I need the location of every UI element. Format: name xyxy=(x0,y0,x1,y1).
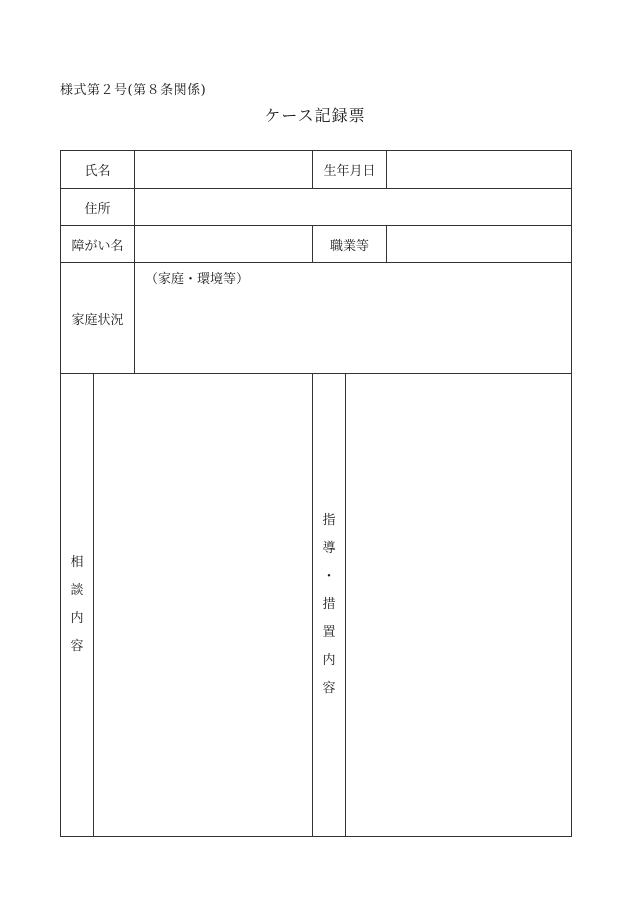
guidance-char: 導 xyxy=(322,541,336,556)
guidance-field[interactable] xyxy=(346,374,571,836)
birthdate-field[interactable] xyxy=(387,151,571,188)
address-label: 住所 xyxy=(84,201,111,217)
name-field[interactable] xyxy=(135,151,312,188)
guidance-char: 指 xyxy=(322,513,336,528)
page-title: ケース記録票 xyxy=(264,106,366,125)
consultation-char: 談 xyxy=(70,583,84,598)
address-field[interactable] xyxy=(135,189,571,225)
family-status-label: 家庭状況 xyxy=(71,312,124,328)
birthdate-label: 生年月日 xyxy=(323,164,376,179)
guidance-char: 内 xyxy=(322,653,336,668)
name-label: 氏名 xyxy=(84,164,111,179)
guidance-char: 置 xyxy=(322,625,336,640)
guidance-label xyxy=(313,374,345,836)
consultation-field[interactable] xyxy=(94,374,312,836)
disability-field[interactable] xyxy=(135,226,312,262)
consultation-char: 内 xyxy=(70,611,84,626)
family-status-note: （家庭・環境等） xyxy=(145,272,250,287)
guidance-char: 措 xyxy=(322,597,336,612)
occupation-field[interactable] xyxy=(387,226,571,262)
disability-label: 障がい名 xyxy=(71,238,124,254)
guidance-char: ・ xyxy=(322,569,336,584)
consultation-char: 容 xyxy=(70,639,84,654)
form-number: 様式第２号(第８条関係) xyxy=(60,83,207,98)
guidance-char: 容 xyxy=(322,681,336,696)
occupation-label: 職業等 xyxy=(329,238,369,254)
consultation-char: 相 xyxy=(70,555,84,570)
consultation-label xyxy=(61,374,93,836)
